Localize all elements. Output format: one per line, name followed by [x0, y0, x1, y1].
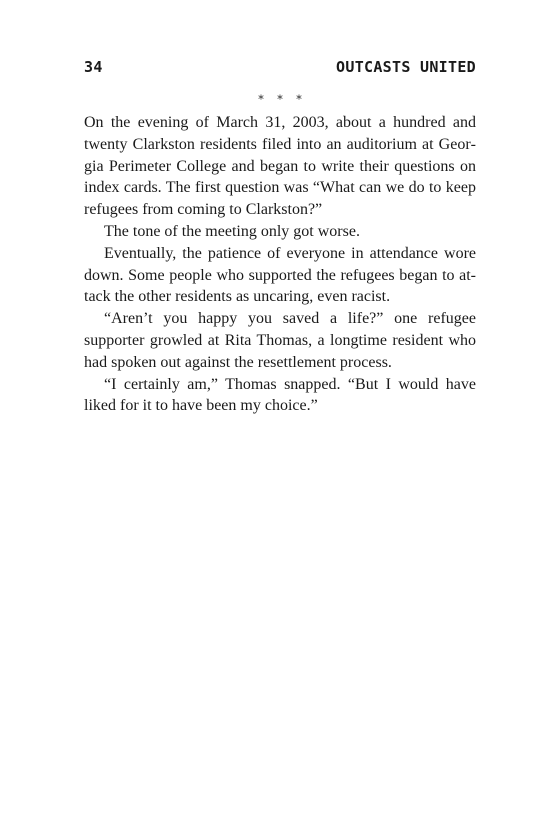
paragraph: “I certainly am,” Thomas snapped. “But I would have liked for it to have been my choice.” [84, 375, 476, 415]
page-number: 34 [84, 58, 103, 76]
section-break: * * * [258, 93, 302, 106]
page-header [84, 58, 476, 82]
paragraph: The tone of the meeting only got worse. [104, 222, 360, 240]
paragraph: On the evening of March 31, 2003, about a hundred and twenty Clarkston residents filed into an auditorium at Georgia Perimeter College and began to write their questions on index cards. The first question was “What can we do to keep refugees from coming to Clarkston?” [84, 114, 476, 219]
paragraph: “Aren’t you happy you saved a life?” one refugee supporter growled at Rita Thomas, a longtime resident who had spoken out against the resettlement process. [84, 310, 476, 371]
paragraph: Eventually, the patience of everyone in attendance wore down. Some people who supported the refugees began to attack the other residents as uncaring, even racist. [84, 244, 476, 306]
body-text [84, 112, 476, 417]
running-head: OUTCASTS UNITED [336, 58, 476, 76]
